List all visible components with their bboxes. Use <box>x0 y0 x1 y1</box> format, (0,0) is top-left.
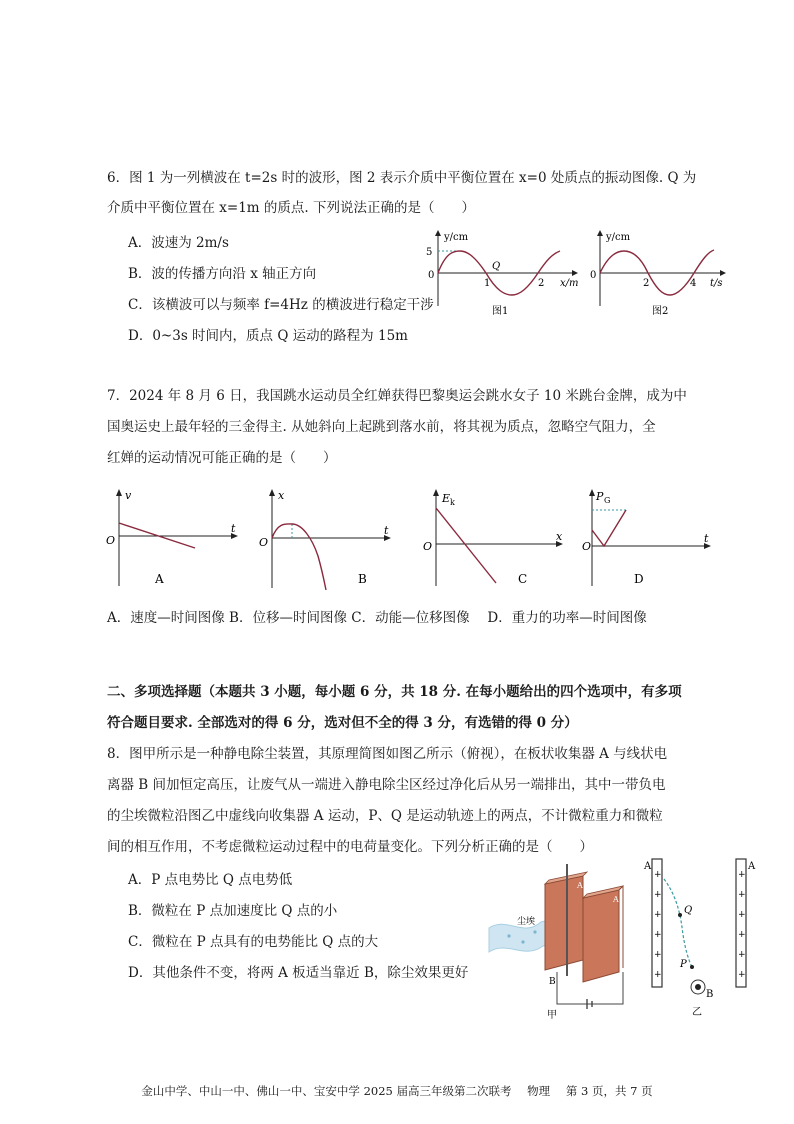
graph-b-origin: O <box>259 536 269 549</box>
plate-a2-label: A <box>613 895 619 904</box>
point-p-dot <box>690 965 694 969</box>
q6-figure-2 <box>588 228 730 320</box>
plus-sign: + <box>738 970 746 980</box>
q6-option-b: B．波的传播方向沿 x 轴正方向 <box>128 266 317 282</box>
fig1-y-label: y/cm <box>444 232 469 243</box>
plus-sign: + <box>654 930 662 940</box>
plus-sign: + <box>654 910 662 920</box>
plus-sign: + <box>738 930 746 940</box>
graph-d-letter: D <box>634 572 644 586</box>
q8-figure-yi <box>640 855 762 1025</box>
fig2-x-label: t/s <box>710 278 723 289</box>
graph-c-y-subscript: k <box>450 498 455 507</box>
q8-figure-jia <box>487 860 635 1020</box>
fig2-y-arrow <box>597 230 603 236</box>
fig1-y-arrow <box>435 230 441 236</box>
fig1-caption: 图1 <box>492 306 509 317</box>
plus-sign: + <box>738 870 746 880</box>
plus-sign: + <box>738 910 746 920</box>
graph-c-origin: O <box>423 540 433 553</box>
fig1-tick-1: 1 <box>484 278 491 289</box>
q6-option-a: A．波速为 2m/s <box>128 235 229 251</box>
q6-stem-line-2: 介质中平衡位置在 x=1m 的质点. 下列说法正确的是（ ） <box>107 200 475 216</box>
graph-d-y-label: P <box>596 490 604 503</box>
fig1-tick-5: 5 <box>426 247 433 258</box>
footer-subject: 物理 <box>527 1084 551 1098</box>
graph-a-letter: A <box>155 572 164 586</box>
graph-d-origin: O <box>582 540 592 553</box>
wire-b-core <box>695 984 701 990</box>
particle-trajectory <box>664 879 692 967</box>
plus-sign: + <box>654 970 662 980</box>
left-a-label: A <box>644 861 652 872</box>
q6-stem-line-1: 6．图 1 为一列横波在 t=2s 时的波形，图 2 表示介质中平衡位置在 x=0 处质点的振动图像. Q 为 <box>107 170 697 186</box>
graph-b-curve <box>272 524 326 590</box>
footer-schools: 金山中学、中山一中、佛山一中、宝安中学 2025 届高三年级第二次联考 <box>141 1084 512 1098</box>
fig2-tick-2: 2 <box>643 278 650 289</box>
fig2-caption: 图2 <box>652 306 669 317</box>
plus-sign: + <box>738 950 746 960</box>
q7-stem-line-1: 7．2024 年 8 月 6 日，我国跳水运动员全红婵获得巴黎奥运会跳水女子 10 米跳台金牌，成为中 <box>107 388 687 404</box>
q6-option-c: C．该横波可以与频率 f=4Hz 的横波进行稳定干涉 <box>128 297 434 313</box>
fig2-tick-4: 4 <box>690 278 697 289</box>
graph-a-origin: O <box>106 534 116 547</box>
plate-a1-label: A <box>577 881 583 890</box>
q8-option-a: A．P 点电势比 Q 点电势低 <box>128 872 293 888</box>
wire-b-label: B <box>549 977 556 987</box>
fig1-tick-2: 2 <box>538 278 545 289</box>
section2-header-line-2: 符合题目要求. 全部选对的得 6 分，选对但不全的得 3 分，有选错的得 0 分） <box>107 715 578 731</box>
graph-d-y-arrow <box>589 489 595 496</box>
dust-particle <box>507 934 510 937</box>
graph-c-x-label: x <box>556 530 563 543</box>
q8-stem-line-2: 离器 B 间加恒定高压，让废气从一端进入静电除尘区经过净化后从另一端排出，其中一带负电 <box>107 777 666 793</box>
wire-b-label: B <box>706 989 714 1000</box>
fig1-point-q: Q <box>492 261 501 272</box>
q8-option-c: C．微粒在 P 点具有的电势能比 Q 点的大 <box>128 934 379 950</box>
point-q-dot <box>678 913 682 917</box>
q8-stem-line-4: 间的相互作用，不考虑微粒运动过程中的电荷量变化。下列分析正确的是（ ） <box>107 839 593 855</box>
q8-option-b: B．微粒在 P 点加速度比 Q 点的小 <box>128 903 338 919</box>
graph-a-x-label: t <box>231 522 236 535</box>
graph-b-y-arrow <box>269 489 275 496</box>
q6-figure-1 <box>420 228 580 320</box>
fig2-origin: 0 <box>590 270 597 281</box>
q8-stem-line-3: 的尘埃微粒沿图乙中虚线向收集器 A 运动，P、Q 是运动轨迹上的两点，不计微粒重力和微粒 <box>107 808 663 824</box>
graph-a-y-arrow <box>116 489 122 496</box>
plus-sign: + <box>654 870 662 880</box>
q7-stem-line-2: 国奥运史上最年轻的三金得主. 从她斜向上起跳到落水前，将其视为质点，忽略空气阻力，全 <box>107 419 656 435</box>
plus-sign: + <box>738 890 746 900</box>
plus-sign: + <box>654 890 662 900</box>
fig1-x-arrow <box>572 270 578 276</box>
q7-options: A．速度—时间图像 B．位移—时间图像 C．动能—位移图像 D．重力的功率—时间图像 <box>107 610 647 626</box>
q7-stem-line-3: 红婵的运动情况可能正确的是（ ） <box>107 450 337 466</box>
point-q-label: Q <box>684 905 693 916</box>
graph-c-letter: C <box>518 572 528 586</box>
q8-stem-line-1: 8．图甲所示是一种静电除尘装置，其原理简图如图乙所示（俯视），在板状收集器 A 与线状电 <box>107 746 668 762</box>
q7-graph-c <box>420 486 568 592</box>
q7-graph-b <box>256 486 396 592</box>
graph-c-y-arrow <box>433 489 439 496</box>
figure-yi-caption: 乙 <box>692 1007 702 1018</box>
fig1-origin: 0 <box>428 270 435 281</box>
graph-d-line <box>592 510 626 546</box>
page-footer <box>0 1083 794 1099</box>
dust-particle <box>533 930 536 933</box>
footer-page-number: 第 3 页，共 7 页 <box>565 1084 653 1098</box>
dust-label: 尘埃 <box>517 917 536 927</box>
q7-graph-d <box>582 486 714 592</box>
q8-option-d: D．其他条件不变，将两 A 板适当靠近 B，除尘效果更好 <box>128 965 469 981</box>
graph-c-y-label: E <box>442 492 451 505</box>
fig1-x-label: x/m <box>560 278 579 289</box>
dust-particle <box>521 940 524 943</box>
graph-b-letter: B <box>358 572 367 586</box>
graph-d-y-subscript: G <box>604 496 611 505</box>
point-p-label: P <box>680 959 687 970</box>
right-a-label: A <box>748 861 756 872</box>
figure-jia-caption: 甲 <box>547 1010 557 1020</box>
graph-d-x-label: t <box>704 532 709 545</box>
graph-b-y-label: x <box>278 489 285 502</box>
q7-graph-a <box>103 486 243 592</box>
fig2-x-arrow <box>720 270 726 276</box>
graph-b-x-label: t <box>384 524 389 537</box>
graph-c-line <box>436 508 496 583</box>
section2-header-line-1: 二、多项选择题（本题共 3 小题，每小题 6 分，共 18 分. 在每小题给出的四个选项中，有多项 <box>107 684 682 700</box>
graph-a-y-label: v <box>125 489 132 502</box>
q6-option-d: D．0~3s 时间内，质点 Q 运动的路程为 15m <box>128 328 408 344</box>
collector-plate-back <box>545 876 583 970</box>
fig2-y-label: y/cm <box>606 232 631 243</box>
plus-sign: + <box>654 950 662 960</box>
